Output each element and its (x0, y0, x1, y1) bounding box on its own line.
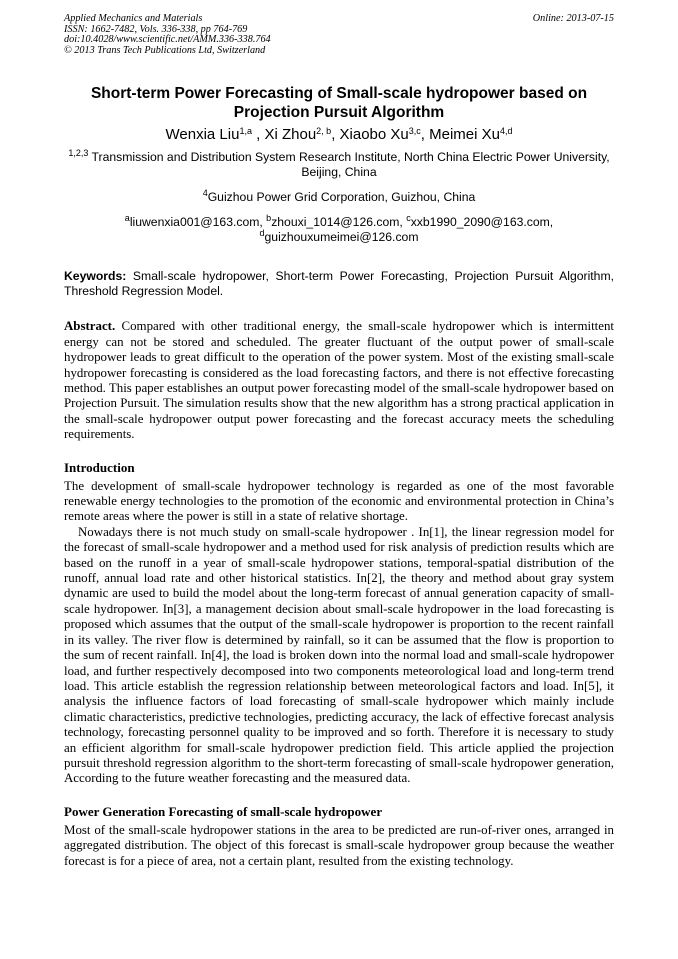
copyright-line: © 2013 Trans Tech Publications Ltd, Switzerland (64, 44, 266, 56)
affiliation-text: Transmission and Distribution System Research Institute, North China Electric Power University, Beijing, China (91, 150, 610, 180)
email-sup: b (266, 213, 272, 224)
abstract (64, 319, 614, 442)
introduction-heading: Introduction (64, 459, 135, 475)
section-heading: Power Generation Forecasting of small-scale hydropower (64, 803, 383, 819)
email-sup: a (124, 213, 130, 224)
author-emails (64, 215, 614, 245)
author-name: Xi Zhou (264, 126, 317, 144)
affiliation-sup: 4 (202, 188, 208, 199)
affiliation-2 (64, 190, 614, 205)
introduction-paragraph-1: The development of small-scale hydropower technology is regarded as one of the most favorable renewable energy technologies to the promotion of the economic and environmental protection in China’s remote areas where the power is still in a state of relative shortage. (64, 478, 614, 524)
email-d[interactable]: guizhouxumeimei@126.com (264, 230, 419, 245)
keywords-text: Small-scale hydropower, Short-term Power Forecasting, Projection Pursuit Algorithm, Threshold Regression Model. (64, 269, 614, 299)
introduction-paragraph-2: Nowadays there is not much study on small-scale hydropower . In[1], the linear regression model for the forecast of small-scale hydropower and a method used for risk analysis of prediction results which are based on the runoff in a year of small-scale hydropower stations, temporal-spatial distribution of the runoff, annual load rate and other historical statistics. In[2], the theory and method about gray system dynamic are used to build the model about the long-term forecast of annual generation capacity of small-scale hydropower. In[3], a management decision about small-scale hydropower in the load forecasting is proposed which assumes that the output of the small-scale hydropower is proportion to the recent rainfall in its valley. The river flow is determined by rainfall, so it can be assumed that the flow is proportion to the sum of recent rainfall. In[4], the load is broken down into the normal load and small-scale hydropower load, and further respectively decomposed into two components meteorological load and long-term trend load. This article establish the regression relationship between meteorological factors and load. In[5], it analysis the influence factors of load forecasting of small-scale hydropower which mainly include climatic characteristics, predictive technologies, predicting accuracy, the lack of effective forecast analysis technology, forecasting personnel quality to be improved and so forth. Therefore it is necessary to study an efficient algorithm for small-scale hydropower prediction field. This article applied the projection pursuit threshold regression algorithm to the short-term forecasting of small-scale hydropower generation, According to the future weather forecasting and the measured data. (64, 524, 614, 786)
affiliation-1 (64, 150, 614, 180)
email-c[interactable]: xxb1990_2090@163.com, (410, 215, 554, 230)
online-date: Online: 2013-07-15 (532, 13, 614, 24)
affiliation-text: Guizhou Power Grid Corporation, Guizhou, China (207, 190, 476, 205)
keywords-label: Keywords: (64, 269, 127, 284)
journal-header (64, 14, 614, 56)
email-b[interactable]: zhouxi_1014@126.com, (271, 215, 407, 230)
author-sup: 4,d (499, 126, 513, 137)
email-sup: c (406, 213, 411, 224)
doi-line: doi:10.4028/www.scientific.net/AMM.336-338.764 (64, 34, 271, 46)
email-a[interactable]: liuwenxia001@163.com, (129, 215, 267, 230)
author-list: Wenxia Liu$^{1,a}$ , Xi Zhou$^{2, b}$, Xiaobo Xu$^{3,c}$, Meimei Xu$^{4,d}$ (165, 126, 513, 144)
author-name: Wenxia Liu (165, 126, 240, 144)
abstract-label: Abstract. (64, 319, 116, 334)
author-name: Meimei Xu (429, 126, 500, 144)
affiliation-sup: 1,2,3 (68, 148, 89, 159)
paper-page (64, 14, 614, 869)
section-paragraph-1: Most of the small-scale hydropower stations in the area to be predicted are run-of-river ones, arranged in aggregated distribution. The object of this forecast is small-scale hydropower group because the weather forecast is for a piece of area, not a certain plant, resulted from the existing technology. (64, 822, 614, 868)
author-sup: 3,c (408, 126, 421, 137)
author-name: Xiaobo Xu (339, 126, 409, 144)
issn-line: ISSN: 1662-7482, Vols. 336-338, pp 764-769 (64, 23, 248, 35)
abstract-text: Compared with other traditional energy, the small-scale hydropower which is intermittent energy can not be stored and scheduled. The greater fluctuant of the output power of small-scale hydropower leads to great difficult to the operation of the power system. Most of the existing small-scale hydropower forecasting is considered as the load forecasting factors, and there is not effective forecasting method. This paper establishes an output power forecasting model of the small-scale hydropower based on Projection Pursuit. The simulation results show that the new algorithm has a strong practical application in the small-scale hydropower output power forecasting and the forecast accuracy meets the scheduling requirements. (64, 319, 614, 442)
paper-title: Short-term Power Forecasting of Small-scale hydropower based on Projection Pursuit Algorithm (90, 85, 588, 122)
author-sup: 1,a (239, 126, 252, 137)
journal-name: Applied Mechanics and Materials (64, 13, 203, 24)
keywords (64, 269, 614, 299)
email-sup: d (259, 228, 265, 239)
author-sup: 2, b (316, 126, 332, 137)
